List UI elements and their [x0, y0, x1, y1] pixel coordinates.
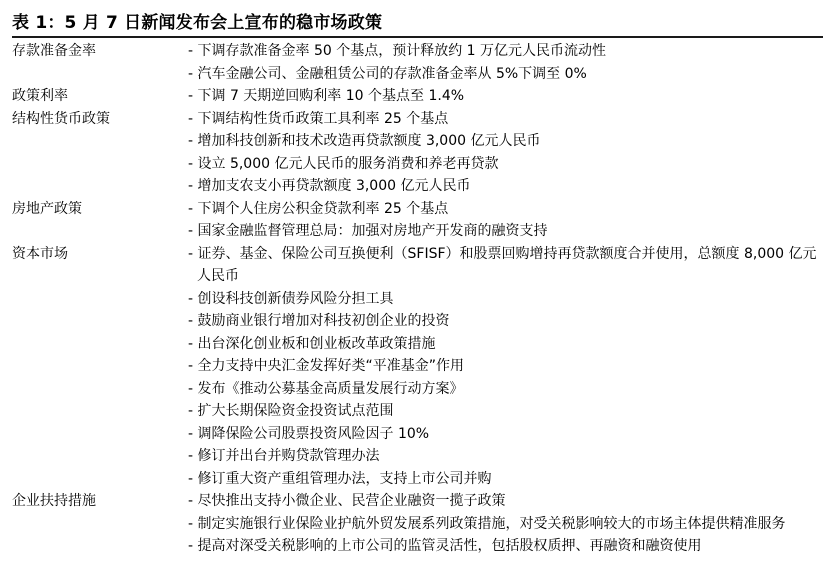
policy-item: - 修订并出台并购贷款管理办法	[188, 448, 380, 464]
category-label: 政策利率	[12, 88, 68, 104]
policy-item: - 修订重大资产重组管理办法，支持上市公司并购	[188, 470, 492, 487]
policy-row	[12, 40, 817, 85]
policy-items	[188, 108, 817, 198]
category-label: 房地产政策	[12, 200, 82, 217]
policy-items	[188, 490, 817, 558]
policy-row	[12, 198, 817, 243]
policy-item: - 下调存款准备金率 50 个基点，预计释放约 1 万亿元人民币流动性	[188, 43, 607, 59]
category-label: 结构性货币政策	[12, 110, 110, 127]
category-label: 存款准备金率	[12, 43, 96, 59]
policy-items	[188, 40, 817, 85]
policy-item: - 提高对深受关税影响的上市公司的监管灵活性，包括股权质押、再融资和融资使用	[188, 538, 702, 554]
policy-item: - 出台深化创业板和创业板改革政策措施	[188, 335, 436, 352]
policy-row	[12, 85, 817, 108]
category-label: 企业扶持措施	[12, 493, 96, 509]
policy-item: - 发布《推动公募基金高质量发展行动方案》	[188, 380, 464, 397]
policy-item: - 尽快推出支持小微企业、民营企业融资一揽子政策	[188, 493, 506, 509]
policy-item: - 下调结构性货币政策工具利率 25 个基点	[188, 110, 449, 127]
policy-item: - 制定实施银行业保险业护航外贸发展系列政策措施，对受关税影响较大的市场主体提供精准服务	[188, 515, 786, 532]
policy-item: - 增加科技创新和技术改造再贷款额度 3,000 亿元人民币	[188, 133, 541, 149]
policy-item: - 全力支持中央汇金发挥好类“平准基金”作用	[188, 358, 465, 374]
policy-row	[12, 490, 817, 558]
policy-item: - 鼓励商业银行增加对科技初创企业的投资	[188, 313, 450, 329]
policy-items	[188, 85, 817, 108]
policy-row	[12, 108, 817, 198]
page-title: 表 1：5 月 7 日新闻发布会上宣布的稳市场政策	[12, 13, 383, 33]
policy-row	[12, 243, 817, 491]
policy-item: - 增加支农支小再贷款额度 3,000 亿元人民币	[188, 178, 471, 194]
policy-item: - 国家金融监督管理总局：加强对房地产开发商的融资支持	[188, 223, 548, 239]
title-divider	[12, 36, 823, 38]
policy-item: - 汽车金融公司、金融租赁公司的存款准备金率从 5%下调至 0%	[188, 65, 587, 82]
category-label: 资本市场	[12, 245, 68, 262]
policy-item: - 调降保险公司股票投资风险因子 10%	[188, 425, 430, 442]
policy-table	[12, 40, 817, 558]
policy-item: - 下调 7 天期逆回购利率 10 个基点至 1.4%	[188, 88, 465, 104]
policy-item: - 设立 5,000 亿元人民币的服务消费和养老再贷款	[188, 155, 499, 172]
policy-items	[188, 198, 817, 243]
policy-item: - 下调个人住房公积金贷款利率 25 个基点	[188, 200, 449, 217]
policy-item: - 创设科技创新债券风险分担工具	[188, 290, 394, 307]
policy-item: - 证券、基金、保险公司互换便利（SFISF）和股票回购增持再贷款额度合并使用，总额度 8,000 亿元人民币	[188, 245, 817, 284]
policy-item: - 扩大长期保险资金投资试点范围	[188, 403, 394, 419]
policy-items	[188, 243, 817, 491]
